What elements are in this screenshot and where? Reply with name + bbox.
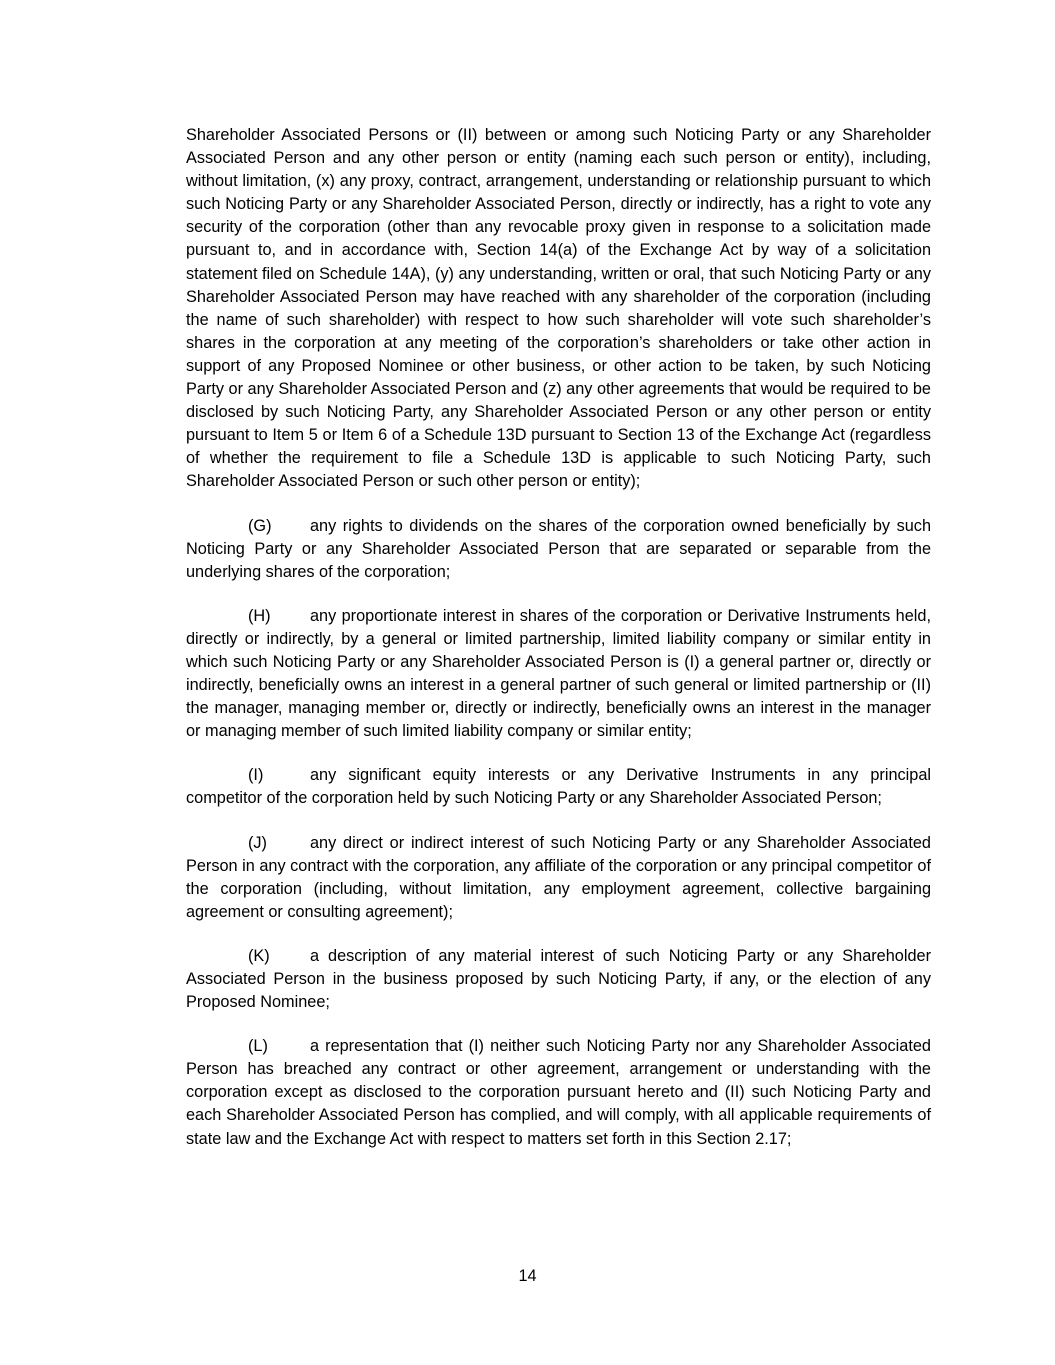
clause-label: (I) — [248, 766, 264, 785]
clause-text: any significant equity interests or any Derivative Instruments in any principal competitor of the corporation held by such Noticing Party or any Shareholder Associated Person; — [186, 766, 931, 808]
clause-text: any direct or indirect interest of such Noticing Party or any Shareholder Associated Person in any contract with the corporation, any affiliate of the corporation or any principal competitor of the corporation (including, without limitation, any employment agreement, collective bargaining agreement or consulting agreement); — [186, 833, 931, 921]
clause-j — [186, 832, 931, 924]
clause-label: (H) — [248, 606, 271, 625]
clause-i — [186, 764, 931, 810]
intro-paragraph: Shareholder Associated Persons or (II) between or among such Noticing Party or any Shareholder Associated Person and any other person or entity (naming each such person or entity), including, without limitation, (x) any proxy, contract, arrangement, understanding or relationship pursuant to which such Noticing Party or any Shareholder Associated Person, directly or indirectly, has a right to vote any security of the corporation (other than any revocable proxy given in response to a solicitation made pursuant to, and in accordance with, Section 14(a) of the Exchange Act by way of a solicitation statement filed on Schedule 14A), (y) any understanding, written or oral, that such Noticing Party or any Shareholder Associated Person may have reached with any shareholder of the corporation (including the name of such shareholder) with respect to how such shareholder will vote such shareholder’s shares in the corporation at any meeting of the corporation’s shareholders or take other action in support of any Proposed Nominee or other business, or other action to be taken, by such Noticing Party or any Shareholder Associated Person and (z) any other agreements that would be required to be disclosed by such Noticing Party, any Shareholder Associated Person or any other person or entity pursuant to Item 5 or Item 6 of a Schedule 13D pursuant to Section 13 of the Exchange Act (regardless of whether the requirement to file a Schedule 13D is applicable to such Noticing Party, such Shareholder Associated Person or such other person or entity); — [186, 126, 931, 491]
page-number: 14 — [518, 1267, 537, 1285]
clause-label: (J) — [248, 833, 267, 852]
document-body — [186, 124, 931, 1172]
clause-l — [186, 1035, 931, 1150]
clause-g — [186, 515, 931, 584]
clause-k — [186, 945, 931, 1014]
clause-text: any proportionate interest in shares of the corporation or Derivative Instruments held, directly or indirectly, by a general or limited partnership, limited liability company or similar entity in which such Noticing Party or any Shareholder Associated Person is (I) a general partner or, directly or indirectly, beneficially owns an interest in a general partner of such general or limited partnership or (II) the manager, managing member or, directly or indirectly, beneficially owns an interest in the manager or managing member of such limited liability company or similar entity; — [186, 606, 931, 741]
clause-text: any rights to dividends on the shares of the corporation owned beneficially by such Noticing Party or any Shareholder Associated Person that are separated or separable from the underlying shares of the corporation; — [186, 516, 931, 581]
clause-h — [186, 605, 931, 744]
clause-label: (K) — [248, 946, 270, 965]
clause-label: (L) — [248, 1037, 268, 1056]
clause-label: (G) — [248, 516, 272, 535]
clause-text: a representation that (I) neither such Noticing Party nor any Shareholder Associated Person has breached any contract or other agreement, arrangement or understanding with the corporation except as disclosed to the corporation pursuant hereto and (II) such Noticing Party and each Shareholder Associated Person has complied, and will comply, with all applicable requirements of state law and the Exchange Act with respect to matters set forth in this Section 2.17; — [186, 1037, 931, 1148]
clause-text: a description of any material interest of such Noticing Party or any Shareholder Associated Person in the business proposed by such Noticing Party, if any, or the election of any Proposed Nominee; — [186, 946, 931, 1012]
